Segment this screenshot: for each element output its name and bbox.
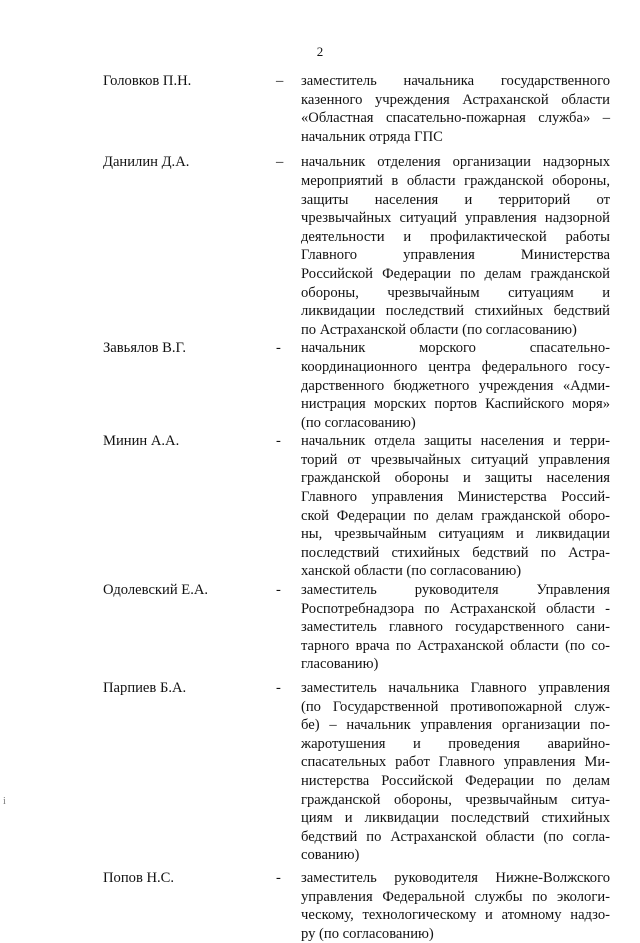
position-text-line: заместитель начальника Главного управления: [301, 680, 610, 696]
member-name: Минин А.А.: [103, 433, 180, 450]
member-position: [301, 153, 610, 339]
position-text-line: Роспотребнадзора по Астраханской области -: [301, 600, 610, 617]
position-text-line: чрезвычайных ситуаций управления надзорной: [301, 210, 610, 227]
position-text-line: торий от чрезвычайных ситуаций управления: [301, 451, 610, 468]
position-text-line: «Областная спасательно-пожарная служба» –: [301, 110, 610, 127]
separator-dash: -: [276, 433, 281, 450]
position-text-line: (по Государственной противопожарной служ-: [301, 698, 610, 715]
member-position: [301, 432, 610, 581]
separator-dash: -: [276, 680, 281, 696]
position-text-line: бедствий по Астраханской области (по согла-: [301, 828, 610, 845]
position-text-line: сованию): [301, 847, 360, 864]
member-entry: [0, 153, 640, 339]
position-text-line: заместитель главного государственного сани-: [301, 619, 610, 636]
page-number: 2: [316, 44, 324, 59]
member-position: [301, 869, 610, 943]
position-text-line: управления Федеральной службы по экологи-: [301, 888, 610, 905]
position-text-line: нистрация морских портов Каспийского моря»: [301, 396, 610, 413]
member-entry: [0, 72, 640, 146]
position-text-line: дарственного бюджетного учреждения «Адми-: [301, 377, 610, 394]
position-text-line: Главного управления Министерства: [301, 247, 610, 264]
position-text-line: жаротушения и проведения аварийно-: [301, 735, 610, 752]
position-text-line: ской Федерации по делам гражданской оборо-: [301, 507, 610, 524]
member-position: [301, 581, 610, 674]
position-text-line: гражданской обороны и защиты населения: [301, 470, 610, 487]
member-list: [0, 72, 640, 943]
separator-dash: -: [276, 869, 281, 886]
position-text-line: бе) – начальник управления организации по-: [301, 717, 610, 734]
member-entry: [0, 581, 640, 674]
position-text-line: (по согласованию): [301, 414, 416, 431]
member-name: Головков П.Н.: [103, 73, 192, 89]
position-text-line: Главного управления Министерства Россий-: [301, 489, 610, 506]
separator-dash: –: [276, 154, 284, 171]
position-text-line: деятельности и профилактической работы: [301, 228, 610, 245]
position-text-line: ликвидации последствий стихийных бедствий: [301, 303, 610, 320]
position-text-line: Российской Федерации по делам гражданской: [301, 265, 610, 282]
position-text-line: ны, чрезвычайным ситуациям и ликвидации: [301, 526, 610, 543]
position-text-line: спасательных работ Главного управления Ми-: [301, 754, 610, 771]
position-text-line: циям и ликвидации последствий стихийных: [301, 810, 610, 827]
position-text-line: по Астраханской области (по согласованию): [301, 321, 577, 338]
position-text-line: координационного центра федерального госу-: [301, 358, 610, 375]
position-text-line: казенного учреждения Астраханской области: [301, 91, 610, 108]
position-text-line: заместитель руководителя Нижне-Волжского: [301, 869, 610, 886]
position-text-line: начальник морского спасательно-: [301, 340, 610, 357]
position-text-line: обороны, чрезвычайным ситуациям и: [301, 284, 610, 301]
position-text-line: последствий стихийных бедствий по Астра-: [301, 544, 610, 561]
member-entry: [0, 432, 640, 581]
member-entry: [0, 869, 640, 943]
member-position: [301, 72, 610, 146]
position-text-line: защиты населения и территорий от: [301, 191, 610, 208]
separator-dash: -: [276, 340, 281, 357]
member-position: [301, 339, 610, 432]
member-name: Данилин Д.А.: [103, 154, 190, 171]
separator-dash: -: [276, 582, 281, 599]
position-text-line: ческому, технологическому и атомному надзо-: [301, 907, 610, 924]
position-text-line: начальник отряда ГПС: [301, 128, 443, 145]
position-text-line: заместитель начальника государственного: [301, 73, 610, 89]
position-text-line: мероприятий в области гражданской обороны,: [301, 172, 610, 189]
position-text-line: заместитель руководителя Управления: [301, 582, 610, 599]
position-text-line: начальник отделения организации надзорных: [301, 154, 610, 171]
member-entry: [0, 679, 640, 865]
member-name: Попов Н.С.: [103, 869, 175, 886]
member-position: [301, 679, 610, 865]
member-entry: [0, 339, 640, 432]
position-text-line: начальник отдела защиты населения и терри-: [301, 433, 610, 450]
position-text-line: гласованию): [301, 656, 379, 673]
position-text-line: нистерства Российской Федерации по делам: [301, 772, 610, 789]
position-text-line: тарного врача по Астраханской области (по со-: [301, 637, 610, 654]
position-text-line: ру (по согласованию): [301, 925, 434, 942]
separator-dash: –: [276, 73, 284, 89]
member-name: Одолевский Е.А.: [103, 582, 209, 599]
member-name: Парпиев Б.А.: [103, 680, 187, 696]
position-text-line: гражданской обороны, чрезвычайным ситуа-: [301, 791, 610, 808]
margin-mark: i: [3, 796, 6, 807]
member-name: Завьялов В.Г.: [103, 340, 186, 357]
position-text-line: ханской области (по согласованию): [301, 563, 522, 580]
